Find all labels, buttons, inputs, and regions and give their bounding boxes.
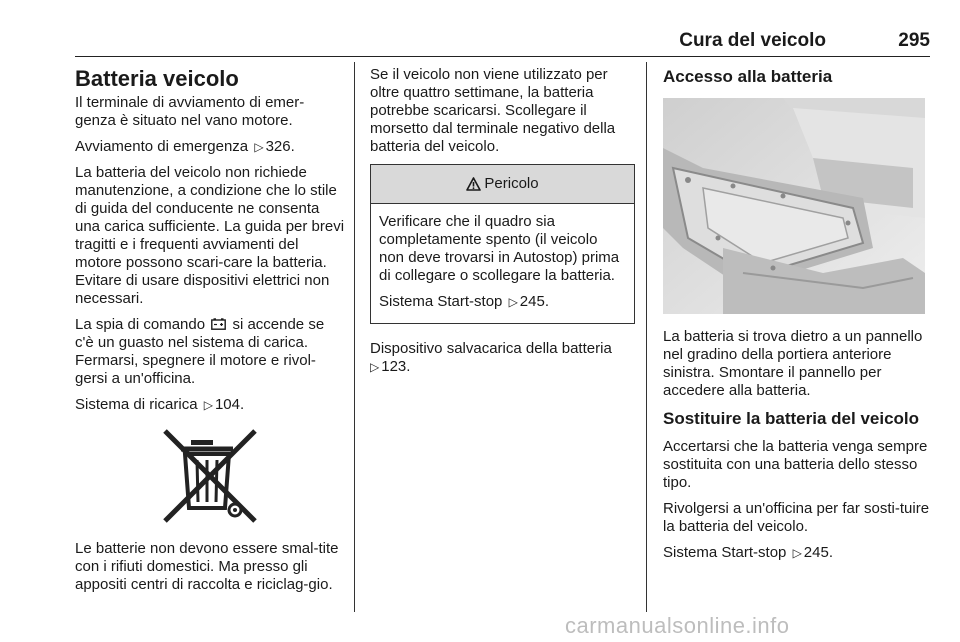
crossed-out-bin-icon <box>155 426 265 526</box>
column-1 <box>75 66 345 602</box>
page-number: 295 <box>898 30 930 51</box>
warning-triangle-icon <box>466 177 481 191</box>
danger-box-header <box>371 165 634 204</box>
danger-box-title: Pericolo <box>484 175 539 192</box>
column-2 <box>370 66 635 384</box>
paragraph: La batteria si trova dietro a un pannello nel gradino della portiera anteriore sinistra. Smontare il pannello per accedere alla batteria. <box>663 328 923 399</box>
paragraph-ref: Avviamento di emergenza ▷ 326. <box>75 138 295 155</box>
subsection-heading: Accesso alla batteria <box>663 67 833 86</box>
reference-arrow-icon: ▷ <box>792 546 802 560</box>
paragraph-ref: Dispositivo salvacarica della batteria ▷ 123. <box>370 340 612 375</box>
page-reference[interactable]: 104. <box>214 396 245 413</box>
danger-box-body <box>371 204 634 323</box>
column-3 <box>663 66 933 570</box>
paragraph-ref: Sistema di ricarica ▷ 104. <box>75 396 245 413</box>
paragraph: Rivolgersi a un'officina per far sosti-tuire la batteria del veicolo. <box>663 500 930 535</box>
section-title: Cura del veicolo <box>679 30 826 51</box>
paragraph-ref: Sistema Start-stop ▷ 245. <box>663 544 833 561</box>
header-rule <box>75 56 930 57</box>
paragraph: La batteria del veicolo non richiede manutenzione, a condizione che lo stile di guida del conducente ne consenta una carica sufficiente. La guida per brevi tragitti e i frequenti avviamenti del motore possono scari-care la batteria. Evitare di usare dispositivi elettrici non necessari. <box>75 164 345 307</box>
battery-access-photo <box>663 98 925 314</box>
reference-arrow-icon: ▷ <box>203 398 213 412</box>
paragraph: Se il veicolo non viene utilizzato per oltre quattro settimane, la batteria potrebbe scaricarsi. Scollegare il morsetto dal terminale negativo della batteria del veicolo. <box>370 66 616 155</box>
page-reference[interactable]: 245. <box>803 544 833 561</box>
subsection-heading: Sostituire la batteria del veicolo <box>663 409 920 428</box>
paragraph: Verificare che il quadro sia completamente spento (il veicolo non deve trovarsi in Autostop) prima di collegare o scollegare la batteria. <box>379 213 620 284</box>
battery-warning-light-icon <box>211 318 226 330</box>
column-divider-1 <box>354 62 355 612</box>
column-divider-2 <box>646 62 647 612</box>
danger-box <box>370 164 635 324</box>
paragraph-ref: Sistema Start-stop ▷ 245. <box>379 293 549 310</box>
paragraph: Le batterie non devono essere smal-tite con i rifiuti domestici. Ma presso gli appositi centri di raccolta e riciclag-gio. <box>75 540 339 593</box>
section-heading: Batteria veicolo <box>75 66 239 91</box>
paragraph-warning-light: La spia di comando si accende se c'è un guasto nel sistema di carica. Fermarsi, spegnere il motore e rivol-gersi a un'officina. <box>75 316 325 387</box>
paragraph: Il terminale di avviamento di emer-genza è situato nel vano motore. <box>75 94 305 129</box>
paragraph: Accertarsi che la batteria venga sempre sostituita con una batteria dello stesso tipo. <box>663 438 928 491</box>
page-reference[interactable]: 123. <box>381 358 411 375</box>
page-header <box>75 26 930 56</box>
reference-arrow-icon: ▷ <box>370 360 380 374</box>
page-reference[interactable]: 326. <box>265 138 295 155</box>
watermark: carmanualsonline.info <box>565 613 790 638</box>
reference-arrow-icon: ▷ <box>254 140 264 154</box>
reference-arrow-icon: ▷ <box>508 295 518 309</box>
page-reference[interactable]: 245. <box>519 293 549 310</box>
